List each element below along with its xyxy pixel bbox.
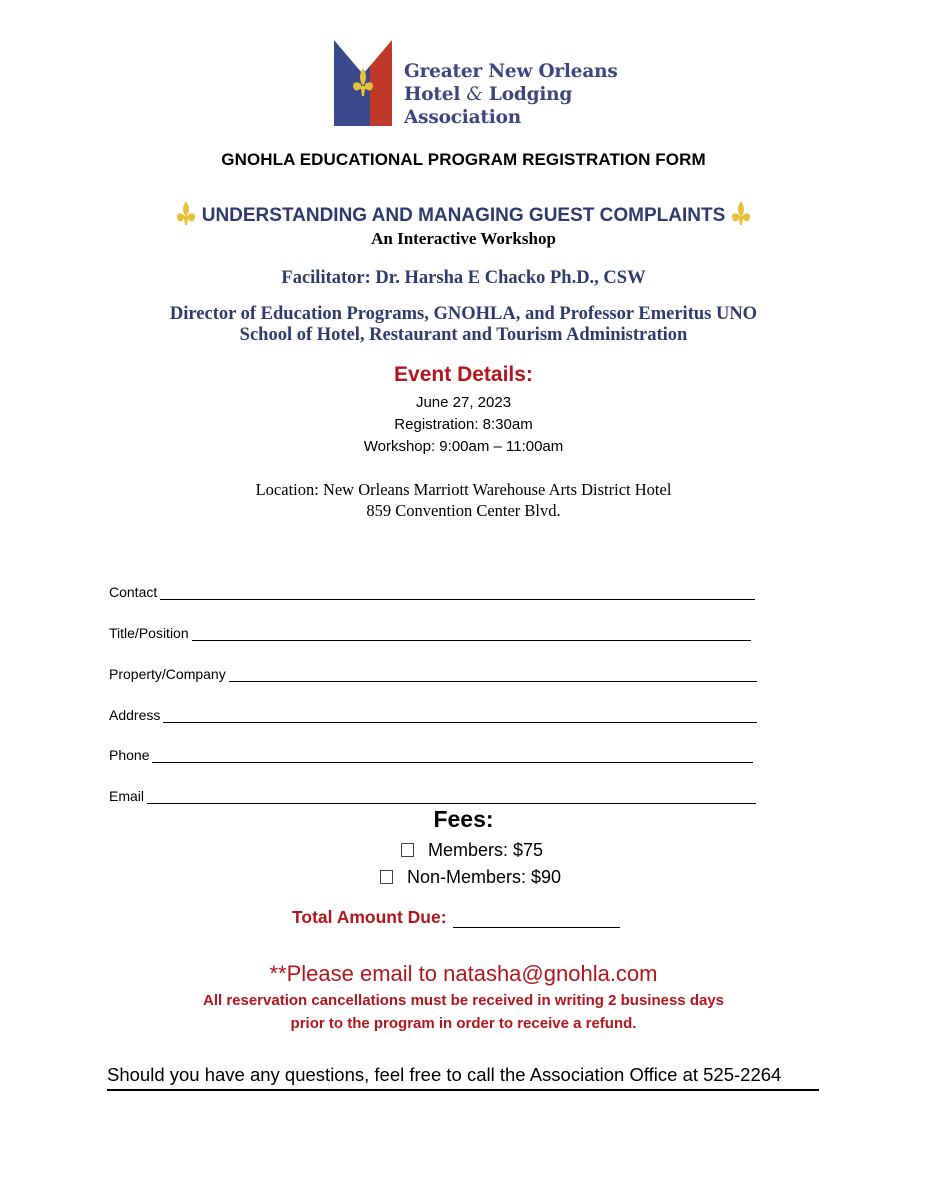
logo-name-line2 — [404, 83, 618, 106]
form-title: GNOHLA EDUCATIONAL PROGRAM REGISTRATION FORM — [221, 150, 706, 169]
cancellation-policy-line1: All reservation cancellations must be received in writing 2 business days — [202, 992, 725, 1009]
title-position-input-line[interactable] — [192, 626, 751, 641]
event-workshop-time: Workshop: 9:00am – 11:00am — [363, 438, 564, 455]
logo-name-lodging: Lodging — [482, 84, 573, 105]
logo-name-line1: Greater New Orleans — [404, 61, 618, 82]
address-field[interactable] — [109, 703, 757, 723]
fees-heading: Fees: — [433, 806, 494, 832]
property-company-input-line[interactable] — [229, 667, 757, 682]
questions-contact-note: Should you have any questions, feel free to call the Association Office at 525-2264 — [107, 1064, 819, 1091]
property-company-field[interactable] — [109, 662, 757, 682]
non-members-fee-label: Non-Members: $90 — [407, 867, 562, 887]
logo-ampersand: & — [466, 84, 483, 105]
members-fee-option[interactable] — [401, 840, 543, 861]
fleur-de-lis-icon — [731, 201, 751, 225]
logo-name-hotel: Hotel — [404, 84, 467, 105]
logo-text — [404, 60, 618, 129]
logo-name-line3: Association — [404, 107, 521, 128]
total-amount-input-line[interactable] — [453, 913, 620, 928]
director-info — [0, 304, 927, 346]
event-details-heading: Event Details: — [394, 363, 533, 386]
event-address: 859 Convention Center Blvd. — [366, 501, 561, 520]
property-company-label: Property/Company — [109, 666, 226, 682]
phone-field[interactable] — [109, 743, 753, 763]
gnohla-logo-mark-icon — [334, 40, 392, 126]
total-amount-due[interactable] — [292, 907, 620, 928]
workshop-subtitle: An Interactive Workshop — [371, 229, 556, 248]
email-instruction: **Please email to natasha@gnohla.com — [269, 961, 658, 986]
title-position-label: Title/Position — [109, 625, 189, 641]
members-checkbox[interactable] — [401, 843, 414, 857]
fleur-de-lis-icon — [176, 201, 196, 225]
event-registration-time: Registration: 8:30am — [394, 416, 533, 433]
contact-field[interactable] — [109, 580, 755, 600]
gnohla-logo — [334, 40, 634, 130]
workshop-title — [0, 201, 927, 227]
non-members-fee-option[interactable] — [380, 867, 561, 888]
event-date: June 27, 2023 — [415, 394, 512, 411]
total-amount-label: Total Amount Due: — [292, 907, 447, 927]
email-input-line[interactable] — [147, 789, 756, 804]
cancellation-policy-line2: prior to the program in order to receive a refund. — [290, 1015, 637, 1032]
address-input-line[interactable] — [163, 708, 757, 723]
address-label: Address — [109, 707, 161, 723]
workshop-title-text: UNDERSTANDING AND MANAGING GUEST COMPLAINTS — [201, 205, 726, 226]
non-members-checkbox[interactable] — [380, 870, 393, 884]
phone-label: Phone — [109, 747, 150, 763]
phone-input-line[interactable] — [152, 748, 753, 763]
email-field[interactable] — [109, 784, 756, 804]
director-line1: Director of Education Programs, GNOHLA, and Professor Emeritus UNO — [169, 304, 758, 324]
director-line2: School of Hotel, Restaurant and Tourism Administration — [239, 325, 688, 345]
title-position-field[interactable] — [109, 621, 751, 641]
contact-input-line[interactable] — [160, 585, 755, 600]
facilitator: Facilitator: Dr. Harsha E Chacko Ph.D., CSW — [281, 268, 646, 288]
members-fee-label: Members: $75 — [428, 840, 544, 860]
event-location: Location: New Orleans Marriott Warehouse Arts District Hotel — [255, 480, 672, 499]
contact-label: Contact — [109, 584, 158, 600]
email-label: Email — [109, 788, 145, 804]
